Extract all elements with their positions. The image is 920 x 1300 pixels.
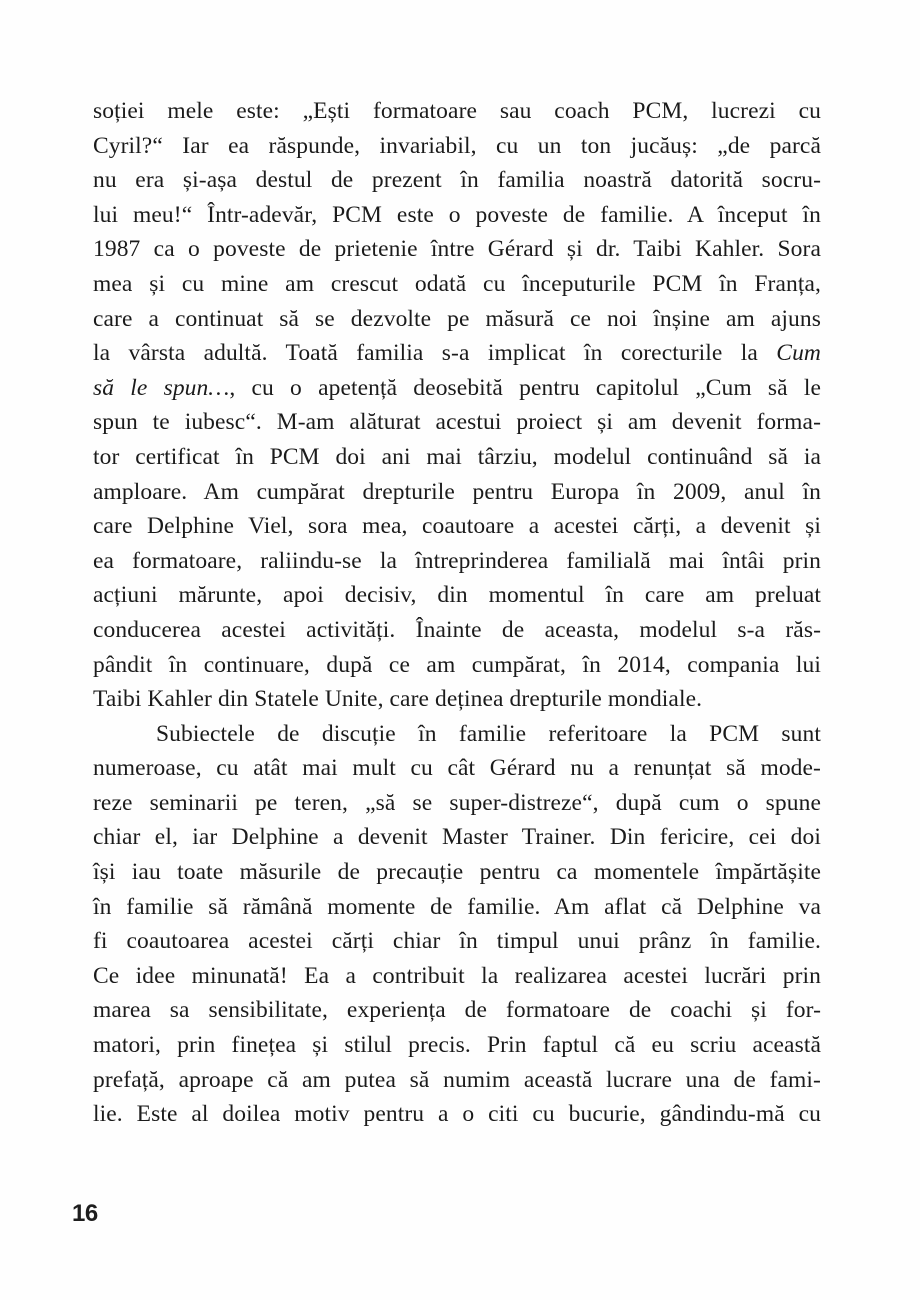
text-line [93,198,821,233]
text-line [93,993,821,1028]
text-segment: Cyril?“ Iar ea răspunde, invariabil, cu un ton jucăuș: „de parcă [93,132,821,159]
text-segment: prefață, aproape că am putea să numim această lucrare una de fami- [93,1066,821,1093]
text-segment: matori, prin finețea și stilul precis. Prin faptul că eu scriu această [93,1032,821,1059]
text-segment: 1987 ca o poveste de prietenie între Gérard și dr. Taibi Kahler. Sora [93,236,821,263]
text-line [93,163,821,198]
text-line [93,1028,821,1063]
text-line [93,94,821,129]
text-segment: mea și cu mine am crescut odată cu începuturile PCM în Franța, [93,270,821,297]
text-segment: , cu o apetență deosebită pentru capitolul „Cum să le [229,374,821,401]
text-segment: acțiuni mărunte, apoi decisiv, din momentul în care am preluat [93,582,821,609]
text-segment: lie. Este al doilea motiv pentru a o citi cu bucurie, gândindu-mă cu [93,1101,821,1128]
text-segment: fi coautoarea acestei cărți chiar în timpul unui prânz în familie. [93,928,821,955]
text-line [93,717,821,752]
text-segment: nu era și-așa destul de prezent în familia noastră datorită socru- [93,167,821,194]
text-segment: tor certificat în PCM doi ani mai târziu, modelul continuând să ia [93,443,821,470]
text-line [93,682,821,717]
text-line [93,475,821,510]
text-line [93,509,821,544]
text-segment: care a continuat să se dezvolte pe măsură ce noi înșine am ajuns [93,305,821,332]
text-segment: Ce idee minunată! Ea a contribuit la realizarea acestei lucrări prin [93,962,821,989]
text-line [93,820,821,855]
text-line [93,129,821,164]
text-line [93,1097,821,1132]
text-segment: conducerea acestei activități. Înainte de aceasta, modelul s-a răs- [93,616,821,643]
text-segment: ea formatoare, raliindu-se la întreprinderea familială mai întâi prin [93,547,821,574]
text-segment: marea sa sensibilitate, experiența de formatoare de coachi și for- [93,997,821,1024]
text-line [93,302,821,337]
text-segment: spun te iubesc“. M-am alăturat acestui proiect și am devenit forma- [93,409,821,436]
text-line [93,613,821,648]
text-segment: Taibi Kahler din Statele Unite, care deținea drepturile mondiale. [93,686,703,713]
text-segment: numeroase, cu atât mai mult cu cât Gérard nu a renunțat să mode- [93,755,821,782]
book-title-italic: Cum [776,340,821,367]
text-line [93,405,821,440]
text-line [93,544,821,579]
text-segment: soției mele este: „Ești formatoare sau coach PCM, lucrezi cu [93,98,821,124]
text-line [93,1063,821,1098]
body-text [93,94,821,1132]
text-line [93,232,821,267]
text-line [93,890,821,925]
text-segment: își iau toate măsurile de precauție pentru ca momentele împărtășite [93,859,821,886]
text-line [93,855,821,890]
text-segment: la vârsta adultă. Toată familia s-a implicat în corecturile la [93,340,777,367]
text-line [93,371,821,406]
text-line [93,336,821,371]
text-segment: în familie să rămână momente de familie. Am aflat că Delphine va [93,893,821,920]
text-line [93,924,821,959]
page-number: 16 [72,1200,98,1227]
text-line [93,648,821,683]
text-segment: reze seminarii pe teren, „să se super-distreze“, după cum o spune [93,789,821,816]
text-line [93,267,821,302]
text-line [93,440,821,475]
text-segment: amploare. Am cumpărat drepturile pentru Europa în 2009, anul în [93,478,821,505]
text-line [93,578,821,613]
text-line [93,751,821,786]
text-segment: lui meu!“ Într-adevăr, PCM este o poveste de familie. A început în [93,201,821,228]
text-segment: pândit în continuare, după ce am cumpărat, în 2014, compania lui [93,651,821,678]
text-segment: Subiectele de discuție în familie referitoare la PCM sunt [156,720,821,747]
text-line [93,959,821,994]
text-segment: chiar el, iar Delphine a devenit Master Trainer. Din fericire, cei doi [93,824,821,851]
book-title-italic: să le spun… [93,374,230,401]
text-line [93,786,821,821]
text-segment: care Delphine Viel, sora mea, coautoare a acestei cărți, a devenit și [93,513,821,540]
